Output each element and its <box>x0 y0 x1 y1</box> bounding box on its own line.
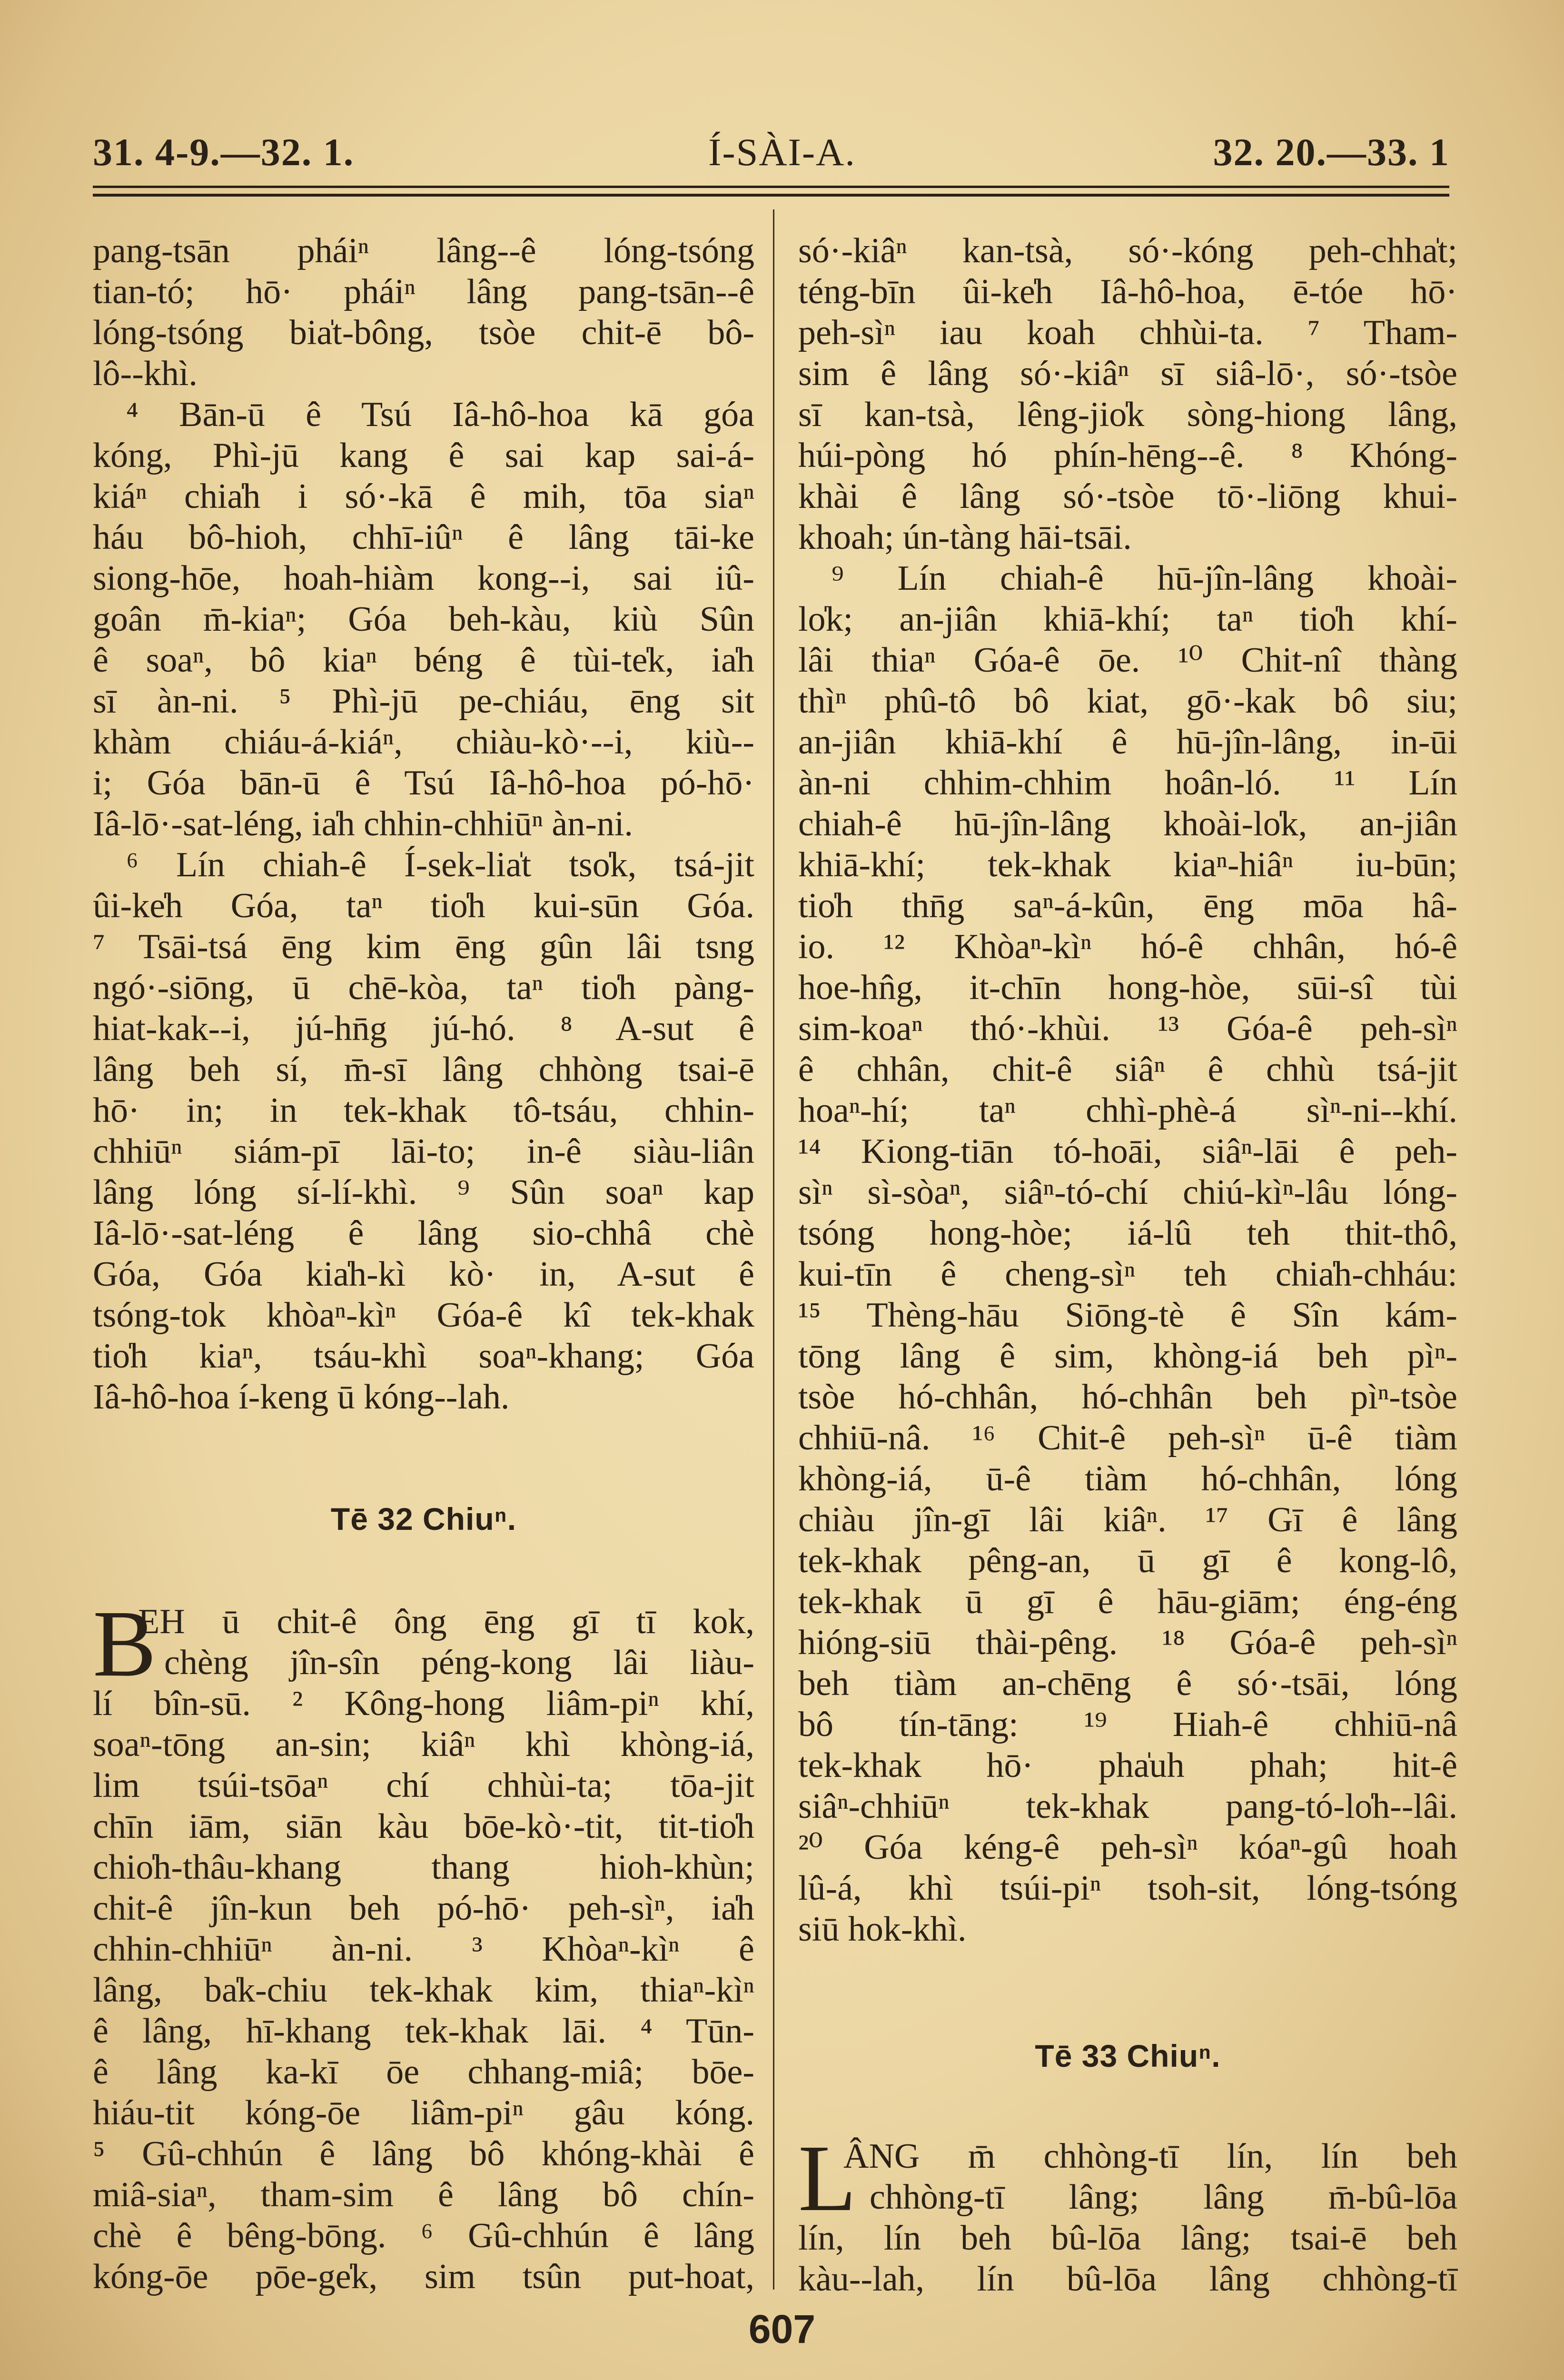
text-line: ê lâng ka-kī ōe chhang-miâ; bōe- <box>93 2053 754 2092</box>
text-line: hiat-kak--i, jú-hn̄g jú-hó. ⁸ A-sut ê <box>93 1009 754 1048</box>
text-line: chèng jîn-sîn péng-kong lâi liàu- <box>164 1643 754 1682</box>
text-line: ²⁰ Góa kéng-ê peh-sìⁿ kóaⁿ-gû hoah <box>798 1828 1457 1867</box>
column-divider <box>773 209 774 2290</box>
text-line: lâng lóng sí-lí-khì. ⁹ Sûn soaⁿ kap <box>93 1173 754 1212</box>
text-line: ÂNG m̄ chhòng-tī lín, lín beh <box>843 2137 1457 2176</box>
text-line: lóng-tsóng bia̍t-bông, tsòe chit-ē bô- <box>93 313 754 352</box>
text-line: só·-kiâⁿ kan-tsà, só·-kóng peh-chha̍t; <box>798 231 1457 270</box>
text-line: kiáⁿ chia̍h i só·-kā ê mih, tōa siaⁿ <box>93 477 754 516</box>
text-line: siū hok-khì. <box>798 1910 967 1949</box>
text-line: khoah; ún-tàng hāi-tsāi. <box>798 518 1132 557</box>
text-line: hióng-siū thài-pêng. ¹⁸ Góa-ê peh-sìⁿ <box>798 1623 1457 1662</box>
text-line: ¹⁴ Kiong-tiān tó-hoāi, siâⁿ-lāi ê peh- <box>798 1132 1457 1171</box>
text-line: tsóng-tok khòaⁿ-kìⁿ Góa-ê kî tek-khak <box>93 1296 754 1335</box>
right-column <box>798 230 1457 2300</box>
text-line: hoe-hn̂g, it-chīn hong-hòe, sūi-sî tùi <box>798 968 1457 1007</box>
text-line: siâⁿ-chhiūⁿ tek-khak pang-tó-lo̍h--lâi. <box>798 1787 1457 1826</box>
text-line: peh-sìⁿ iau koah chhùi-ta. ⁷ Tham- <box>798 313 1457 352</box>
text-line: ûi-ke̍h Góa, taⁿ tio̍h kui-sūn Góa. <box>93 886 754 925</box>
text-line: kóng-ōe pōe-ge̍k, sim tsûn put-hoat, <box>93 2257 754 2296</box>
chapter-heading: Tē 32 Chiuⁿ. <box>330 1501 517 1537</box>
text-line: io. ¹² Khòaⁿ-kìⁿ hó-ê chhân, hó-ê <box>798 927 1457 966</box>
text-line: kàu--lah, lín bû-lōa lâng chhòng-tī <box>798 2260 1457 2299</box>
text-line: chit-ê jîn-kun beh pó-hō· peh-sìⁿ, ia̍h <box>93 1889 754 1928</box>
text-line: ¹⁵ Thèng-hāu Siōng-tè ê Sîn kám- <box>798 1296 1457 1335</box>
text-line: khàm chiáu-á-kiáⁿ, chiàu-kò·--i, kiù-- <box>93 723 754 762</box>
text-line: ê chhân, chit-ê siâⁿ ê chhù tsá-jit <box>798 1050 1457 1089</box>
text-line: siong-hōe, hoah-hiàm kong--i, sai iû- <box>93 559 754 598</box>
text-line: chio̍h-thâu-khang thang hioh-khùn; <box>93 1848 754 1887</box>
text-line: khòng-iá, ū-ê tiàm hó-chhân, lóng <box>798 1459 1457 1498</box>
drop-cap-letter: B <box>93 1591 157 1696</box>
text-line: chè ê bêng-bōng. ⁶ Gû-chhún ê lâng <box>93 2216 754 2255</box>
text-line: húi-pòng hó phín-hēng--ê. ⁸ Khóng- <box>798 436 1457 475</box>
drop-cap-paragraph <box>798 2126 1457 2300</box>
text-line: sim-koaⁿ thó·-khùi. ¹³ Góa-ê peh-sìⁿ <box>798 1009 1457 1048</box>
text-line: sī kan-tsà, lêng-jio̍k sòng-hiong lâng, <box>798 395 1457 434</box>
text-line: tsòe hó-chhân, hó-chhân beh pìⁿ-tsòe <box>798 1378 1457 1417</box>
text-line: soaⁿ-tōng an-sin; kiâⁿ khì khòng-iá, <box>93 1725 754 1764</box>
running-head-left-verse-range: 31. 4-9.—32. 1. <box>93 130 355 174</box>
text-line: tek-khak pêng-an, ū gī ê kong-lô, <box>798 1541 1457 1580</box>
running-head-right-verse-range: 32. 20.—33. 1 <box>1213 130 1450 174</box>
text-line: ngó·-siōng, ū chē-kòa, taⁿ tio̍h pàng- <box>93 968 754 1007</box>
text-line: thìⁿ phû-tô bô kiat, gō·-kak bô siu; <box>798 682 1457 721</box>
running-head-book-title: Í-SÀI-A. <box>708 130 856 174</box>
text-line: ⁷ Tsāi-tsá ēng kim ēng gûn lâi tsng <box>93 927 754 966</box>
text-line: ⁹ Lín chiah-ê hū-jîn-lâng khoài- <box>831 559 1457 598</box>
text-line: tek-khak ū gī ê hāu-giām; éng-éng <box>798 1582 1457 1621</box>
text-line: chhin-chhiūⁿ àn-ni. ³ Khòaⁿ-kìⁿ ê <box>93 1930 754 1969</box>
chapter-heading: Tē 33 Chiuⁿ. <box>1035 2038 1221 2073</box>
text-line: lû-á, khì tsúi-piⁿ tsoh-sit, lóng-tsóng <box>798 1869 1457 1908</box>
text-line: ⁴ Bān-ū ê Tsú Iâ-hô-hoa kā góa <box>126 395 754 434</box>
text-line: kui-tīn ê cheng-sìⁿ teh chia̍h-chháu: <box>798 1255 1457 1294</box>
text-line: lâi thiaⁿ Góa-ê ōe. ¹⁰ Chit-nî thàng <box>798 641 1457 680</box>
text-line: háu bô-hioh, chhī-iûⁿ ê lâng tāi-ke <box>93 518 754 557</box>
text-line: miâ-siaⁿ, tham-sim ê lâng bô chín- <box>93 2175 754 2214</box>
text-line: goân m̄-kiaⁿ; Góa beh-kàu, kiù Sûn <box>93 600 754 639</box>
text-line: tek-khak hō· pha̍uh phah; hit-ê <box>798 1746 1457 1785</box>
text-line: an-jiân khiā-khí ê hū-jîn-lâng, in-ūi <box>798 723 1457 762</box>
text-line: chiàu jîn-gī lâi kiâⁿ. ¹⁷ Gī ê lâng <box>798 1500 1457 1539</box>
text-line: tsóng hong-hòe; iá-lû teh thit-thô, <box>798 1214 1457 1253</box>
text-line: khiā-khí; tek-khak kiaⁿ-hiâⁿ iu-būn; <box>798 845 1457 884</box>
text-line: tian-tó; hō· pháiⁿ lâng pang-tsān--ê <box>93 272 754 311</box>
text-line: lâng, ba̍k-chiu tek-khak kim, thiaⁿ-kìⁿ <box>93 1971 754 2010</box>
text-line: lô--khì. <box>93 354 198 393</box>
text-line: chhiū-nâ. ¹⁶ Chit-ê peh-sìⁿ ū-ê tiàm <box>798 1418 1457 1458</box>
text-line: Iâ-lō·-sat-léng ê lâng sio-chhâ chè <box>93 1214 754 1253</box>
text-line: beh tiàm an-chēng ê só·-tsāi, lóng <box>798 1664 1457 1703</box>
text-line: bô tín-tāng: ¹⁹ Hiah-ê chhiū-nâ <box>798 1705 1457 1744</box>
text-line: chīn iām, siān kàu bōe-kò·-tit, tit-tio̍h <box>93 1807 754 1846</box>
text-line: khài ê lâng só·-tsòe tō·-liōng khui- <box>798 477 1457 516</box>
text-line: pang-tsān pháiⁿ lâng--ê lóng-tsóng <box>93 231 754 270</box>
text-line: chhòng-tī lâng; lâng m̄-bû-lōa <box>870 2178 1457 2217</box>
text-line: tio̍h thn̄g saⁿ-á-kûn, ēng mōa hâ- <box>798 886 1457 925</box>
text-line: lâng beh sí, m̄-sī lâng chhòng tsai-ē <box>93 1050 754 1089</box>
text-line: lim tsúi-tsōaⁿ chí chhùi-ta; tōa-jit <box>93 1766 754 1805</box>
text-line: hō· in; in tek-khak tô-tsáu, chhin- <box>93 1091 754 1130</box>
text-line: ⁵ Gû-chhún ê lâng bô khóng-khài ê <box>93 2134 754 2173</box>
text-line: chiah-ê hū-jîn-lâng khoài-lo̍k, an-jiân <box>798 804 1457 843</box>
left-column <box>93 230 754 2297</box>
text-line: sī àn-ni. ⁵ Phì-jū pe-chiáu, ēng sit <box>93 682 754 721</box>
text-line: ⁶ Lín chiah-ê Í-sek-lia̍t tso̍k, tsá-jit <box>126 845 754 884</box>
text-line: Iâ-hô-hoa í-keng ū kóng--lah. <box>93 1378 510 1417</box>
text-line: Iâ-lō·-sat-léng, ia̍h chhin-chhiūⁿ àn-ni. <box>93 804 633 843</box>
text-line: kóng, Phì-jū kang ê sai kap sai-á- <box>93 436 754 475</box>
text-line: lo̍k; an-jiân khiā-khí; taⁿ tio̍h khí- <box>798 600 1457 639</box>
text-line: ê lâng, hī-khang tek-khak lāi. ⁴ Tūn- <box>93 2012 754 2051</box>
text-line: téng-bīn ûi-ke̍h Iâ-hô-hoa, ē-tóe hō· <box>798 272 1457 311</box>
header-rule-bottom <box>93 194 1449 197</box>
text-line: EH ū chit-ê ông ēng gī tī kok, <box>138 1602 754 1641</box>
text-line: lín, lín beh bû-lōa lâng; tsai-ē beh <box>798 2219 1457 2258</box>
text-line: sìⁿ sì-sòaⁿ, siâⁿ-tó-chí chiú-kìⁿ-lâu lóng- <box>798 1173 1457 1212</box>
text-line: Góa, Góa kia̍h-kì kò· in, A-sut ê <box>93 1255 754 1294</box>
text-line: àn-ni chhim-chhim hoân-ló. ¹¹ Lín <box>798 764 1457 803</box>
page-number: 607 <box>748 2307 816 2351</box>
drop-cap-letter: L <box>798 2126 857 2231</box>
text-line: hiáu-tit kóng-ōe liâm-piⁿ gâu kóng. <box>93 2093 754 2132</box>
drop-cap-paragraph <box>93 1591 754 2297</box>
text-line: hoaⁿ-hí; taⁿ chhì-phè-á sìⁿ-ni--khí. <box>798 1091 1457 1130</box>
text-line: i; Góa bān-ū ê Tsú Iâ-hô-hoa pó-hō· <box>93 764 754 803</box>
header-rule-top <box>93 186 1449 188</box>
text-line: ê soaⁿ, bô kiaⁿ béng ê tùi-te̍k, ia̍h <box>93 641 754 680</box>
text-line: chhiūⁿ siám-pī lāi-to; in-ê siàu-liân <box>93 1132 754 1171</box>
text-line: sim ê lâng só·-kiâⁿ sī siâ-lō·, só·-tsòe <box>798 354 1457 393</box>
text-line: tio̍h kiaⁿ, tsáu-khì soaⁿ-khang; Góa <box>93 1337 754 1376</box>
text-line: tōng lâng ê sim, khòng-iá beh pìⁿ- <box>798 1337 1457 1376</box>
text-line: lí bîn-sū. ² Kông-hong liâm-piⁿ khí, <box>93 1684 754 1723</box>
